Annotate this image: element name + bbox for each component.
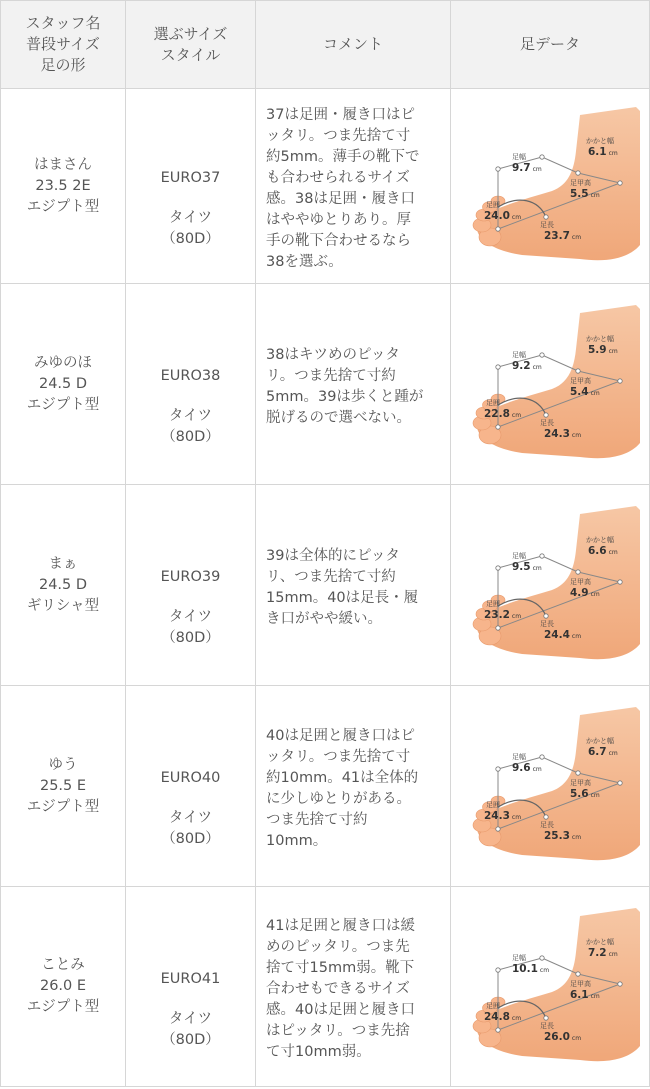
foot-diagram <box>460 107 640 265</box>
measure-point <box>576 971 580 975</box>
usual-size: 24.5 D <box>38 576 88 593</box>
header-size <box>126 1 256 89</box>
width-label: 足幅 <box>512 953 526 962</box>
instep-line <box>542 355 578 371</box>
foot-shape: エジプト型 <box>26 798 100 815</box>
instep-unit: cm <box>590 192 600 199</box>
style-tights: タイツ <box>168 210 213 226</box>
euro-size: EURO38 <box>160 368 221 384</box>
girth-label: 足囲 <box>486 1001 500 1010</box>
heel-number: 6.1 <box>588 146 607 158</box>
usual-size: 26.0 E <box>39 978 87 994</box>
girth-number: 23.2 <box>484 609 510 621</box>
size-spacer <box>126 789 255 808</box>
width-label: 足幅 <box>512 552 526 560</box>
measure-point <box>544 815 548 819</box>
comment-line: はややゆとりあり。厚 <box>266 212 411 228</box>
length-number: 26.0 <box>544 1030 570 1043</box>
measure-point <box>540 353 544 357</box>
comment-line: 38を選ぶ。 <box>266 254 343 270</box>
heel-number: 7.2 <box>588 946 607 959</box>
measure-point <box>576 369 580 373</box>
width-label: 足幅 <box>512 153 526 161</box>
girth-label: 足囲 <box>486 801 500 809</box>
comment-line: 感。40は足囲と履き口 <box>266 1002 415 1018</box>
width-number: 9.5 <box>512 561 531 573</box>
girth-number: 22.8 <box>484 408 510 420</box>
instep-line <box>542 556 578 572</box>
comment-line: 40は足囲と履き口はピ <box>266 728 415 744</box>
measure-point <box>496 1027 500 1031</box>
length-number: 23.7 <box>544 230 570 242</box>
foot-data-cell <box>451 686 650 887</box>
comment-line: 41は足囲と履き口は緩 <box>266 918 415 934</box>
comment-cell <box>256 686 451 887</box>
comment-cell <box>256 89 451 284</box>
width-number: 9.7 <box>512 162 531 174</box>
staff-name: まぁ <box>48 555 78 572</box>
width-unit: cm <box>532 766 542 773</box>
heel-unit: cm <box>608 549 618 556</box>
usual-size: 23.5 2E <box>35 177 91 194</box>
measure-point <box>618 181 622 185</box>
staff-cell <box>1 284 126 485</box>
width-label: 足幅 <box>512 351 526 359</box>
width-value <box>512 561 542 573</box>
heel-label: かかと幅 <box>586 335 614 343</box>
instep-unit: cm <box>590 792 600 799</box>
width-value <box>512 360 542 372</box>
size-spacer <box>126 387 255 406</box>
width-value <box>512 963 549 975</box>
comment-line: て寸10mm弱。 <box>266 1044 371 1060</box>
girth-unit: cm <box>511 412 522 419</box>
heel-number: 5.9 <box>588 344 607 356</box>
comment-cell <box>256 284 451 485</box>
heel-label: かかと幅 <box>586 937 614 946</box>
instep-line <box>542 757 578 773</box>
comment-line: も合わせられるサイズ <box>266 170 410 186</box>
measure-point <box>496 227 500 231</box>
usual-size: 25.5 E <box>39 777 87 794</box>
staff-cell <box>1 89 126 284</box>
instep-number: 5.4 <box>570 386 589 398</box>
staff-cell <box>1 887 126 1087</box>
length-unit: cm <box>571 432 582 439</box>
header-chosen-size: 選ぶサイズ <box>153 24 228 43</box>
length-label: 足長 <box>540 419 554 427</box>
style-denier: （80D） <box>161 831 220 847</box>
table-row <box>1 284 650 485</box>
comment-line: 37は足囲・履き口はピ <box>266 107 415 123</box>
style-tights: タイツ <box>168 408 213 424</box>
measure-point <box>540 554 544 558</box>
instep-label: 足甲高 <box>570 179 591 187</box>
foot-data-cell <box>451 485 650 686</box>
table-header-row <box>1 1 650 89</box>
instep-label: 足甲高 <box>570 979 591 988</box>
instep-number: 4.9 <box>570 587 589 599</box>
measure-point <box>544 1015 548 1019</box>
comment-line: ッタリ。つま先捨て寸 <box>266 128 411 144</box>
foot-data-cell <box>451 284 650 485</box>
style-denier: （80D） <box>161 630 220 646</box>
width-number: 9.2 <box>512 360 531 372</box>
size-spacer <box>126 189 255 208</box>
comment-line: はピッタリ。つま先捨 <box>266 1023 410 1039</box>
length-unit: cm <box>571 234 582 241</box>
header-foot-shape: 足の形 <box>40 56 86 74</box>
instep-unit: cm <box>590 992 600 1000</box>
instep-line <box>542 157 578 173</box>
staff-name: ことみ <box>41 957 85 973</box>
girth-number: 24.8 <box>484 1010 510 1023</box>
measure-point <box>496 827 500 831</box>
comment-line: 39は全体的にピッタ <box>266 548 400 564</box>
instep-number: 5.6 <box>570 788 589 800</box>
comment-line: 脱げるので選べない。 <box>266 410 411 426</box>
foot-data-cell <box>451 89 650 284</box>
comment-line: 15mm。40は足長・履 <box>266 590 419 606</box>
comment-line: 5mm。39は歩くと踵が <box>266 389 424 405</box>
measure-point <box>618 981 622 985</box>
measure-point <box>496 967 500 971</box>
heel-label: かかと幅 <box>586 536 614 544</box>
instep-label: 足甲高 <box>570 377 591 385</box>
girth-unit: cm <box>511 214 522 221</box>
comment-cell <box>256 887 451 1087</box>
width-number: 10.1 <box>512 962 538 975</box>
foot-diagram <box>460 305 640 463</box>
measure-point <box>618 580 622 584</box>
comment-line: き口がやや緩い。 <box>266 611 382 627</box>
girth-label: 足囲 <box>486 600 500 608</box>
size-spacer <box>126 990 255 1009</box>
style-tights: タイツ <box>168 1010 213 1027</box>
staff-name: はまさん <box>34 156 92 173</box>
comment-line: 10mm。 <box>266 833 328 849</box>
staff-name: ゆう <box>48 756 78 773</box>
length-label: 足長 <box>540 221 554 229</box>
comment-line: 合わせもできるサイズ <box>266 981 410 997</box>
header-usual-size: 普段サイズ <box>26 35 100 53</box>
heel-unit: cm <box>608 750 618 757</box>
size-cell <box>126 284 256 485</box>
comment-line: リ。つま先捨て寸約 <box>266 368 396 384</box>
size-spacer <box>126 588 255 607</box>
foot-shape: エジプト型 <box>26 198 100 215</box>
euro-size: EURO39 <box>160 569 221 585</box>
length-number: 24.3 <box>544 428 570 440</box>
measure-point <box>540 155 544 159</box>
girth-label: 足囲 <box>486 399 500 407</box>
length-label: 足長 <box>540 821 554 829</box>
foot-shape: エジプト型 <box>26 999 100 1015</box>
girth-unit: cm <box>511 814 522 821</box>
foot-diagram <box>460 908 640 1066</box>
comment-line: めのピッタリ。つま先 <box>266 939 410 955</box>
comment-line: つま先捨て寸約 <box>266 812 368 828</box>
foot-shape: ギリシャ型 <box>26 597 100 614</box>
width-value <box>512 162 542 174</box>
foot-diagram <box>460 506 640 664</box>
width-value <box>512 762 542 774</box>
size-cell <box>126 485 256 686</box>
comment-line: 約10mm。41は全体的 <box>266 770 419 786</box>
foot-shape: エジプト型 <box>26 396 100 413</box>
header-style: スタイル <box>160 45 221 64</box>
width-unit: cm <box>532 166 542 173</box>
girth-unit: cm <box>511 1014 522 1022</box>
heel-unit: cm <box>608 150 618 157</box>
size-cell <box>126 887 256 1087</box>
comment-line: 約5mm。薄手の靴下で <box>266 149 420 165</box>
measure-point <box>576 771 580 775</box>
instep-unit: cm <box>590 390 600 397</box>
heel-unit: cm <box>608 348 618 355</box>
instep-label: 足甲高 <box>570 578 591 586</box>
width-unit: cm <box>532 565 542 572</box>
header-staff <box>1 1 126 89</box>
comment-line: 38はキツめのピッタ <box>266 347 400 363</box>
girth-unit: cm <box>511 613 522 620</box>
measure-point <box>576 570 580 574</box>
measure-point <box>496 365 500 369</box>
girth-number: 24.0 <box>484 210 510 222</box>
heel-label: かかと幅 <box>586 137 614 145</box>
size-cell <box>126 89 256 284</box>
style-denier: （80D） <box>161 231 220 247</box>
length-unit: cm <box>571 1034 582 1042</box>
heel-unit: cm <box>608 950 618 958</box>
measure-point <box>576 171 580 175</box>
comment-line: ッタリ。つま先捨て寸 <box>266 749 411 765</box>
measure-point <box>540 755 544 759</box>
width-number: 9.6 <box>512 762 531 774</box>
comment-line: に少しゆとりがある。 <box>266 791 411 807</box>
heel-label: かかと幅 <box>586 737 614 745</box>
comment-line: 感。38は足囲・履き口 <box>266 191 415 207</box>
width-unit: cm <box>539 966 550 974</box>
measure-point <box>618 781 622 785</box>
measure-point <box>496 425 500 429</box>
euro-size: EURO40 <box>160 770 221 786</box>
table-row <box>1 887 650 1087</box>
style-denier: （80D） <box>161 429 220 445</box>
style-tights: タイツ <box>168 609 213 625</box>
staff-cell <box>1 686 126 887</box>
euro-size: EURO41 <box>160 970 221 987</box>
heel-number: 6.7 <box>588 746 607 758</box>
length-number: 24.4 <box>544 629 570 641</box>
foot-data-cell <box>451 887 650 1087</box>
usual-size: 24.5 D <box>38 375 88 392</box>
length-unit: cm <box>571 834 582 841</box>
measure-point <box>544 614 548 618</box>
length-unit: cm <box>571 633 582 640</box>
measure-point <box>496 626 500 630</box>
header-comment: コメント <box>256 1 451 89</box>
measure-point <box>496 767 500 771</box>
instep-label: 足甲高 <box>570 779 591 787</box>
euro-size: EURO37 <box>160 170 221 186</box>
length-label: 足長 <box>540 620 554 628</box>
comment-line: リ、つま先捨て寸約 <box>266 569 396 585</box>
heel-number: 6.6 <box>588 545 607 557</box>
comment-line: 手の靴下合わせるなら <box>266 233 411 249</box>
measure-point <box>496 167 500 171</box>
instep-number: 5.5 <box>570 188 589 200</box>
comment-cell <box>256 485 451 686</box>
measure-point <box>544 413 548 417</box>
length-number: 25.3 <box>544 830 570 842</box>
girth-label: 足囲 <box>486 201 500 209</box>
table-row <box>1 686 650 887</box>
table-row <box>1 485 650 686</box>
staff-name: みゆのほ <box>34 354 92 371</box>
table-row <box>1 89 650 284</box>
foot-diagram <box>460 707 640 865</box>
header-foot-data: 足データ <box>451 1 650 89</box>
style-denier: （80D） <box>161 1031 220 1048</box>
girth-number: 24.3 <box>484 810 510 822</box>
measure-point <box>618 379 622 383</box>
staff-cell <box>1 485 126 686</box>
instep-number: 6.1 <box>570 988 589 1001</box>
measure-point <box>544 215 548 219</box>
length-label: 足長 <box>540 1021 554 1030</box>
header-staff-name: スタッフ名 <box>25 14 101 32</box>
width-unit: cm <box>532 364 542 371</box>
size-cell <box>126 686 256 887</box>
measure-point <box>540 955 544 959</box>
width-label: 足幅 <box>512 753 526 761</box>
instep-unit: cm <box>590 591 600 598</box>
measure-point <box>496 566 500 570</box>
style-tights: タイツ <box>168 810 213 826</box>
comment-line: 捨て寸15mm弱。靴下 <box>266 960 415 976</box>
